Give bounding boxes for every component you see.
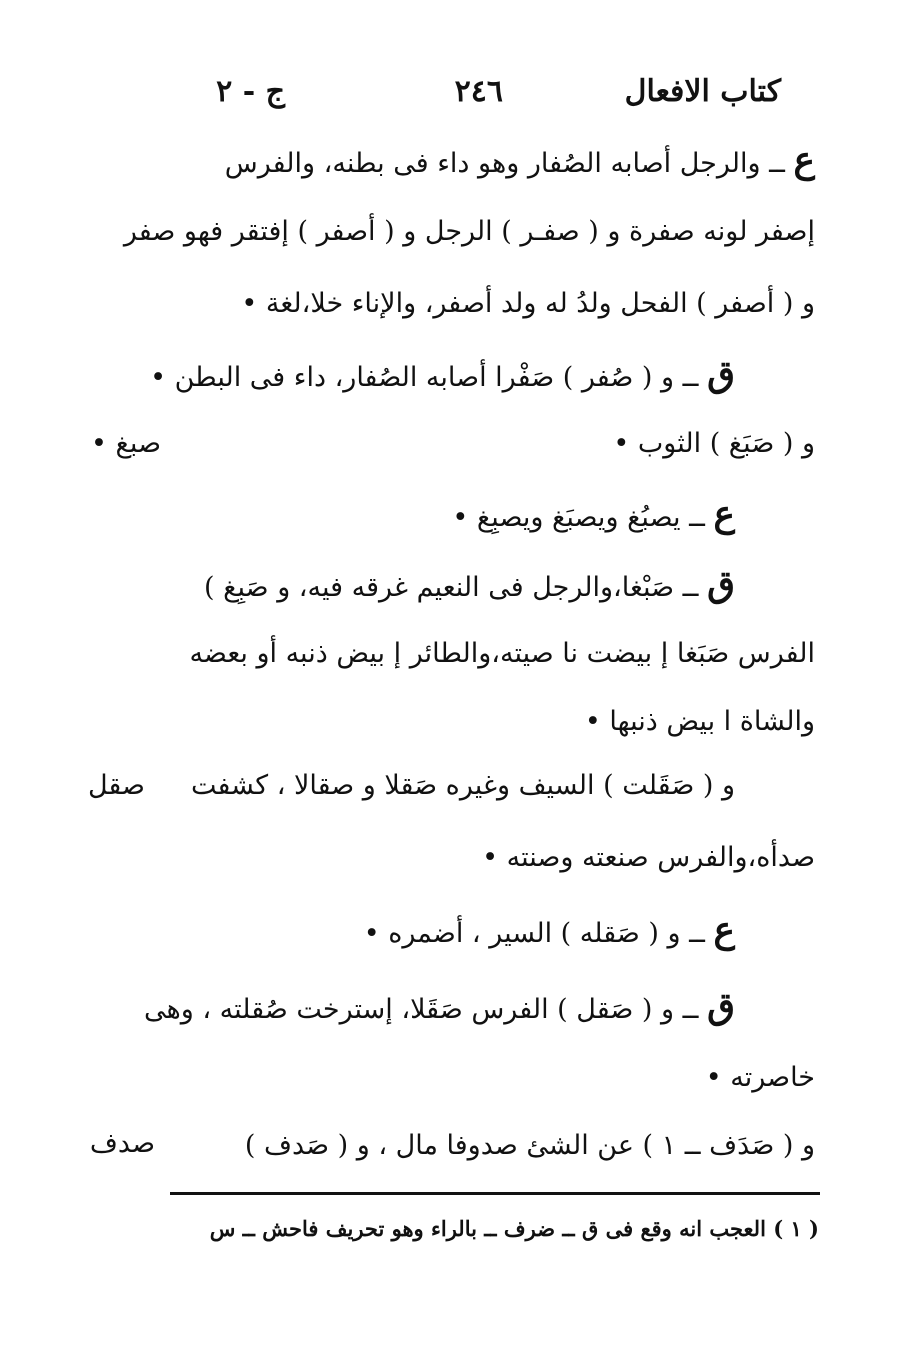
margin-headword: صدف (89, 1128, 155, 1159)
text-line (144, 986, 735, 1030)
entry-marker: ق (707, 353, 735, 395)
line-text: ــ و ( صُفر ) صَفْرا أصابه الصُفار، داء فى البطن • (150, 362, 699, 393)
footnote: ( ١ ) العجب انه وقع فى ق ــ ضرف ــ بالراء وهو تحريف فاحش ــ س (209, 1216, 819, 1241)
line-text: إصفر لونه صفرة و ( صفـر ) الرجل و ( أصفر ) إفتقر فهو صفر (123, 216, 815, 247)
line-text: خاصرته • (705, 1062, 815, 1093)
text-line (189, 634, 815, 674)
entry-marker: ع (793, 139, 815, 181)
text-line (191, 766, 735, 806)
margin-headword: صقل (87, 770, 145, 801)
volume-number: ج - ٢ (216, 74, 285, 109)
footnote-rule (170, 1192, 820, 1195)
line-text: و ( أصفر ) الفحل ولدُ له ولد أصفر، والإناء خلا،لغة • (241, 288, 815, 319)
text-line (364, 910, 735, 954)
text-line (150, 354, 735, 398)
line-text: ــ يصبُغ ويصبَغ ويصبِغ • (452, 502, 705, 533)
text-line (245, 1126, 815, 1166)
line-text: و ( صَدَف ــ ١ ) عن الشئ صدوفا مال ، و ( صَدف ) (244, 1130, 815, 1161)
line-text: الفرس صَبَغا إ بيضت نا صيته،والطائر إ بيض ذنبه أو بعضه (189, 638, 815, 669)
book-title: كتاب الافعال (624, 74, 781, 109)
line-text: و ( صَقَلت ) السيف وغيره صَقلا و صقالا ، كشفت (191, 770, 735, 801)
text-line (482, 838, 815, 878)
line-text: صدأه،والفرس صنعته وصنته • (482, 842, 815, 873)
text-line (585, 702, 815, 742)
line-text: و ( صَبَغ ) الثوب • (613, 428, 815, 459)
text-line (124, 212, 815, 252)
line-text: والشاة ا بيض ذنبها • (584, 706, 815, 737)
text-line (241, 284, 815, 324)
entry-marker: ع (713, 493, 735, 535)
line-text: ــ و ( صَقل ) الفرس صَقَلا، إسترخت صُقلته ، وهى (144, 994, 699, 1025)
entry-marker: ق (707, 563, 735, 605)
text-line (225, 140, 815, 184)
entry-marker: ع (713, 909, 735, 951)
text-line (204, 564, 735, 608)
line-text: ــ صَبْغا،والرجل فى النعيم غرقه فيه، و صَبِغ ) (204, 572, 699, 603)
text-line (706, 1058, 815, 1098)
page-number: ٢٤٦ (454, 74, 503, 109)
text-line (452, 494, 735, 538)
margin-headword: صبغ • (91, 428, 161, 459)
text-line (613, 424, 815, 464)
entry-marker: ق (707, 985, 735, 1027)
line-text: ــ والرجل أصابه الصُفار وهو داء فى بطنه، والفرس (224, 148, 785, 179)
line-text: ــ و ( صَقله ) السير ، أضمره • (363, 918, 705, 949)
